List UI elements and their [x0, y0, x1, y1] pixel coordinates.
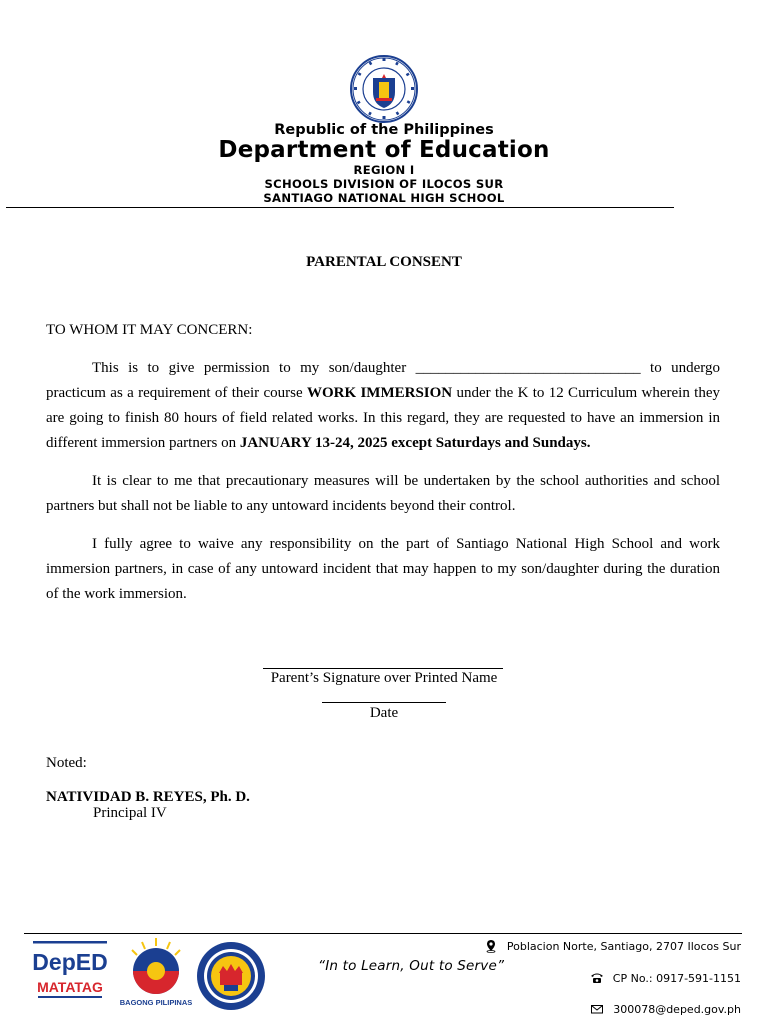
signature-label: Parent’s Signature over Printed Name: [270, 670, 498, 686]
principal-name: NATIVIDAD B. REYES, Ph. D.: [46, 789, 250, 805]
bagong-pilipinas-text: BAGONG PILIPINAS: [119, 998, 193, 1007]
header-school: SANTIAGO NATIONAL HIGH SCHOOL: [263, 191, 505, 205]
matatag-logo-text: MATATAG: [37, 979, 103, 995]
p1-text-1: This is to give permission to my son/daughter ______________________________ to undergo practicum as a requirement of their course: [46, 360, 720, 401]
address-text: Poblacion Norte, Santiago, 2707 Ilocos Sur: [506, 939, 741, 953]
p1-dates: JANUARY 13-24, 2025 except Saturdays and Sundays.: [239, 435, 591, 451]
paragraph-waiver: I fully agree to waive any responsibility on the part of Santiago National High School and work immersion partners, in case of any untoward incident that may happen to my son/daughter during the duration of the work immersion.: [46, 536, 720, 602]
contact-address: [484, 939, 741, 953]
snhs-seal-logo: [195, 940, 267, 1012]
principal-title: Principal IV: [93, 805, 167, 821]
noted-label: Noted:: [46, 755, 87, 771]
email-text: 300078@deped.gov.ph: [613, 1002, 741, 1016]
phone-icon: [590, 971, 604, 985]
header-region: REGION I: [353, 163, 415, 177]
contact-email: [590, 1002, 741, 1016]
phone-text: CP No.: 0917-591-1151: [612, 971, 741, 985]
date-line: [322, 702, 446, 703]
header-divider: [6, 207, 674, 208]
footer-divider: [24, 933, 742, 934]
school-motto: “In to Learn, Out to Serve”: [318, 958, 505, 974]
signature-line: [263, 668, 503, 669]
document-title: PARENTAL CONSENT: [306, 254, 462, 270]
salutation: TO WHOM IT MAY CONCERN:: [46, 322, 253, 338]
date-label: Date: [369, 705, 399, 721]
bagong-pilipinas-logo: [118, 936, 194, 1008]
paragraph-precautions: It is clear to me that precautionary measures will be undertaken by the school authorities and school partners but shall not be liable to any untoward incidents beyond their control.: [46, 473, 720, 514]
header-division: SCHOOLS DIVISION OF ILOCOS SUR: [264, 177, 504, 191]
deped-logo-text: DepED: [32, 949, 108, 975]
deped-matatag-logo: [30, 938, 110, 1010]
p1-text-2: under the K to 12 Curriculum wherein they are going to finish 80 hours of field related works. In this regard, they are requested to have an immersion in different immersion partners on: [46, 385, 720, 451]
envelope-icon: [590, 1002, 604, 1016]
contact-phone: [590, 971, 741, 985]
deped-seal-logo: [349, 54, 419, 124]
paragraph-permission: [46, 356, 720, 456]
p1-course: WORK IMMERSION: [306, 385, 453, 401]
header-republic: Republic of the Philippines: [274, 122, 494, 138]
map-pin-icon: [484, 939, 498, 953]
header-agency: Department of Education: [218, 137, 550, 163]
